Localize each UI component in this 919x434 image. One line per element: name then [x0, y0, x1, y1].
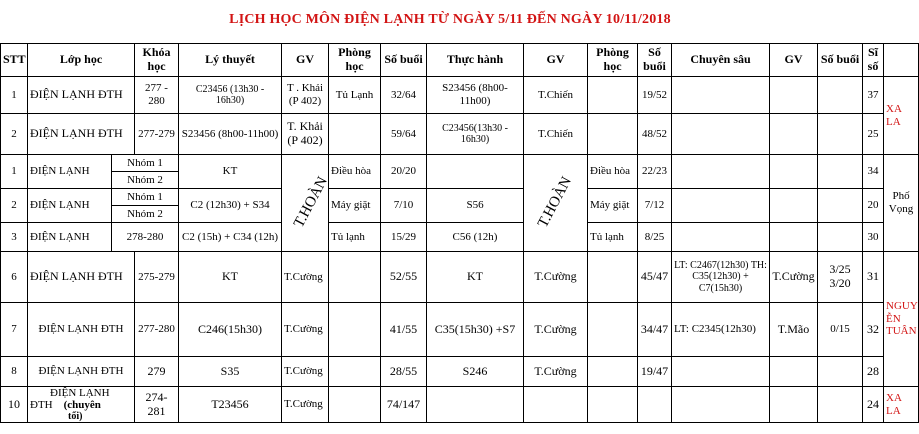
- header-row: [1, 44, 919, 77]
- cell-thuc-hanh: [427, 155, 524, 189]
- cell-so-buoi: 7/10: [381, 189, 427, 223]
- cell-gv: T. Khải (P 402): [282, 114, 329, 155]
- header-si-so: Sĩ số: [863, 44, 884, 77]
- cell-so-buoi: 7/12: [638, 189, 672, 223]
- table-row: [1, 77, 919, 114]
- cell-stt: 2: [1, 189, 28, 223]
- cell-campus: XA LA: [884, 77, 919, 155]
- cell-ly-thuyet: C23456 (13h30 - 16h30): [179, 77, 282, 114]
- header-gv-2: GV: [524, 44, 588, 77]
- header-so-buoi-1: Số buổi: [381, 44, 427, 77]
- header-gv-1: GV: [282, 44, 329, 77]
- cell-gv: [770, 114, 818, 155]
- cell-gv: T.Cường: [524, 252, 588, 303]
- cell-lop: ĐIỆN LẠNH ĐTH: [28, 357, 135, 387]
- header-chuyen-sau: Chuyên sâu: [672, 44, 770, 77]
- cell-stt: 6: [1, 252, 28, 303]
- cell-gv: [770, 77, 818, 114]
- cell-lop: ĐIỆN LẠNH: [28, 189, 112, 223]
- header-thuc-hanh: Thực hành: [427, 44, 524, 77]
- cell-so-buoi: [818, 357, 863, 387]
- cell-chuyen-sau: LT: C2467(12h30) TH: C35(12h30) + C7(15h30): [672, 252, 770, 303]
- cell-si-so: 30: [863, 223, 884, 252]
- table-row: [1, 387, 919, 423]
- header-so-buoi-3: Số buổi: [818, 44, 863, 77]
- cell-si-so: 25: [863, 114, 884, 155]
- cell-stt: 10: [1, 387, 28, 423]
- cell-gv: [770, 189, 818, 223]
- cell-gv: T.Cường: [282, 387, 329, 423]
- cell-campus: Phố Vọng: [884, 155, 919, 252]
- cell-ly-thuyet: T23456: [179, 387, 282, 423]
- header-stt: STT: [1, 44, 28, 77]
- cell-khoa: 274-281: [135, 387, 179, 423]
- table-row: [1, 114, 919, 155]
- schedule-table: [0, 43, 919, 423]
- cell-si-so: 28: [863, 357, 884, 387]
- cell-chuyen-sau: [672, 357, 770, 387]
- cell-lop: ĐIỆN LẠNH ĐTH: [28, 77, 135, 114]
- cell-so-buoi: 59/64: [381, 114, 427, 155]
- cell-lop: ĐIỆN LẠNH ĐTH: [28, 303, 135, 357]
- teacher-name-vertical: T.HOÀN: [291, 174, 332, 231]
- cell-so-buoi: 15/29: [381, 223, 427, 252]
- cell-ly-thuyet: S35: [179, 357, 282, 387]
- cell-si-so: 32: [863, 303, 884, 357]
- cell-phong: [588, 114, 638, 155]
- cell-gv: T.Cường: [524, 357, 588, 387]
- cell-lop: ĐIỆN LẠNH: [28, 155, 112, 189]
- header-lop: Lớp học: [28, 44, 135, 77]
- table-row: [1, 189, 919, 206]
- cell-so-buoi: 28/55: [381, 357, 427, 387]
- cell-stt: 1: [1, 155, 28, 189]
- cell-stt: 1: [1, 77, 28, 114]
- lop-line-2: ĐTH: [30, 399, 53, 412]
- cell-gv: [770, 223, 818, 252]
- cell-gv: T.Cường: [524, 303, 588, 357]
- cell-si-so: 37: [863, 77, 884, 114]
- header-so-buoi-2: Số buổi: [638, 44, 672, 77]
- cell-thuc-hanh: [427, 387, 524, 423]
- header-phong-2: Phòng học: [588, 44, 638, 77]
- cell-so-buoi: 8/25: [638, 223, 672, 252]
- cell-stt: 3: [1, 223, 28, 252]
- cell-so-buoi: [818, 387, 863, 423]
- cell-si-so: 24: [863, 387, 884, 423]
- cell-si-so: 31: [863, 252, 884, 303]
- cell-chuyen-sau: [672, 155, 770, 189]
- cell-nhom: Nhóm 2: [112, 172, 179, 189]
- cell-phong: Máy giặt: [588, 189, 638, 223]
- cell-so-buoi: [638, 387, 672, 423]
- cell-lop: [28, 387, 135, 423]
- cell-phong: [329, 303, 381, 357]
- cell-gv: [770, 357, 818, 387]
- cell-gv-merged: [282, 155, 332, 252]
- cell-thuc-hanh: C35(15h30) +S7: [427, 303, 524, 357]
- cell-so-buoi: [818, 114, 863, 155]
- cell-phong: [588, 252, 638, 303]
- header-campus: [884, 44, 919, 77]
- cell-ly-thuyet: C2 (15h) + C34 (12h): [179, 223, 282, 252]
- cell-so-buoi: 52/55: [381, 252, 427, 303]
- cell-khoa: 277-279: [135, 114, 179, 155]
- lop-line-3: (chuyên: [63, 399, 101, 412]
- cell-lop: ĐIỆN LẠNH ĐTH: [28, 114, 135, 155]
- cell-khoa: 275-279: [135, 252, 179, 303]
- cell-so-buoi: 48/52: [638, 114, 672, 155]
- cell-phong: Tủ lạnh: [329, 223, 381, 252]
- cell-so-buoi: 22/23: [638, 155, 672, 189]
- cell-phong: [329, 357, 381, 387]
- cell-chuyen-sau: LT: C2345(12h30): [672, 303, 770, 357]
- header-phong-1: Phòng học: [329, 44, 381, 77]
- cell-thuc-hanh: S56: [427, 189, 524, 223]
- cell-lop: ĐIỆN LẠNH ĐTH: [28, 252, 135, 303]
- header-khoa: Khóa học: [135, 44, 179, 77]
- cell-stt: 2: [1, 114, 28, 155]
- cell-so-buoi: [818, 189, 863, 223]
- page-title: LỊCH HỌC MÔN ĐIỆN LẠNH TỪ NGÀY 5/11 ĐẾN NGÀY 10/11/2018: [229, 12, 671, 27]
- cell-so-buoi: 74/147: [381, 387, 427, 423]
- cell-phong: Điều hòa: [588, 155, 638, 189]
- cell-thuc-hanh: C23456(13h30 - 16h30): [427, 114, 524, 155]
- cell-nhom: Nhóm 1: [112, 189, 179, 206]
- table-row: [1, 357, 919, 387]
- cell-nhom: Nhóm 2: [112, 206, 179, 223]
- cell-phong: Tủ Lạnh: [329, 77, 381, 114]
- cell-chuyen-sau: [672, 189, 770, 223]
- cell-ly-thuyet: KT: [179, 155, 282, 189]
- cell-campus: NGUY ỄN TUÂN: [884, 252, 919, 387]
- cell-khoa: 278-280: [112, 223, 179, 252]
- cell-khoa: 279: [135, 357, 179, 387]
- cell-gv: T . Khải (P 402): [282, 77, 329, 114]
- cell-phong: [329, 252, 381, 303]
- cell-phong: [588, 387, 638, 423]
- lop-line-1: ĐIỆN LẠNH: [50, 387, 110, 399]
- cell-phong: [588, 303, 638, 357]
- cell-phong: [329, 387, 381, 423]
- cell-chuyen-sau: [672, 223, 770, 252]
- cell-ly-thuyet: KT: [179, 252, 282, 303]
- cell-so-buoi: 0/15: [818, 303, 863, 357]
- table-row: [1, 303, 919, 357]
- cell-stt: 8: [1, 357, 28, 387]
- cell-ly-thuyet: S23456 (8h00-11h00): [179, 114, 282, 155]
- cell-gv-merged: [524, 155, 588, 252]
- cell-gv: [770, 387, 818, 423]
- cell-gv: T.Chiến: [524, 77, 588, 114]
- cell-gv: T.Cường: [282, 252, 329, 303]
- cell-phong: [588, 77, 638, 114]
- cell-phong: Tủ lạnh: [588, 223, 638, 252]
- cell-phong: [329, 114, 381, 155]
- cell-lop: ĐIỆN LẠNH: [28, 223, 112, 252]
- cell-thuc-hanh: KT: [427, 252, 524, 303]
- cell-nhom: Nhóm 1: [112, 155, 179, 172]
- cell-si-so: 20: [863, 189, 884, 223]
- table-row: [1, 155, 919, 172]
- lop-line-4: tối): [68, 411, 83, 423]
- cell-so-buoi: 32/64: [381, 77, 427, 114]
- cell-thuc-hanh: S23456 (8h00-11h00): [427, 77, 524, 114]
- header-gv-3: GV: [770, 44, 818, 77]
- cell-khoa: 277-280: [135, 303, 179, 357]
- cell-gv: T.Cường: [770, 252, 818, 303]
- cell-chuyen-sau: [672, 77, 770, 114]
- cell-stt: 7: [1, 303, 28, 357]
- cell-campus: XA LA: [884, 387, 919, 423]
- cell-so-buoi: [818, 77, 863, 114]
- cell-gv: T.Chiến: [524, 114, 588, 155]
- cell-so-buoi: 20/20: [381, 155, 427, 189]
- cell-so-buoi: 19/52: [638, 77, 672, 114]
- table-row: [1, 252, 919, 303]
- cell-phong: Máy giặt: [329, 189, 381, 223]
- cell-so-buoi: 34/47: [638, 303, 672, 357]
- header-ly-thuyet: Lý thuyết: [179, 44, 282, 77]
- cell-gv: [524, 387, 588, 423]
- cell-gv: T.Cường: [282, 357, 329, 387]
- teacher-name-vertical: T.HOÀN: [534, 174, 575, 231]
- cell-so-buoi: [818, 223, 863, 252]
- cell-ly-thuyet: C246(15h30): [179, 303, 282, 357]
- cell-so-buoi: 19/47: [638, 357, 672, 387]
- cell-thuc-hanh: C56 (12h): [427, 223, 524, 252]
- cell-gv: T.Cường: [282, 303, 329, 357]
- cell-gv: T.Mão: [770, 303, 818, 357]
- cell-so-buoi: 45/47: [638, 252, 672, 303]
- cell-gv: [770, 155, 818, 189]
- cell-so-buoi: 3/25 3/20: [818, 252, 863, 303]
- cell-so-buoi: [818, 155, 863, 189]
- cell-thuc-hanh: S246: [427, 357, 524, 387]
- cell-phong: Điều hòa: [329, 155, 381, 189]
- cell-phong: [588, 357, 638, 387]
- cell-si-so: 34: [863, 155, 884, 189]
- cell-ly-thuyet: C2 (12h30) + S34: [179, 189, 282, 223]
- cell-chuyen-sau: [672, 387, 770, 423]
- cell-so-buoi: 41/55: [381, 303, 427, 357]
- cell-khoa: 277 - 280: [135, 77, 179, 114]
- cell-chuyen-sau: [672, 114, 770, 155]
